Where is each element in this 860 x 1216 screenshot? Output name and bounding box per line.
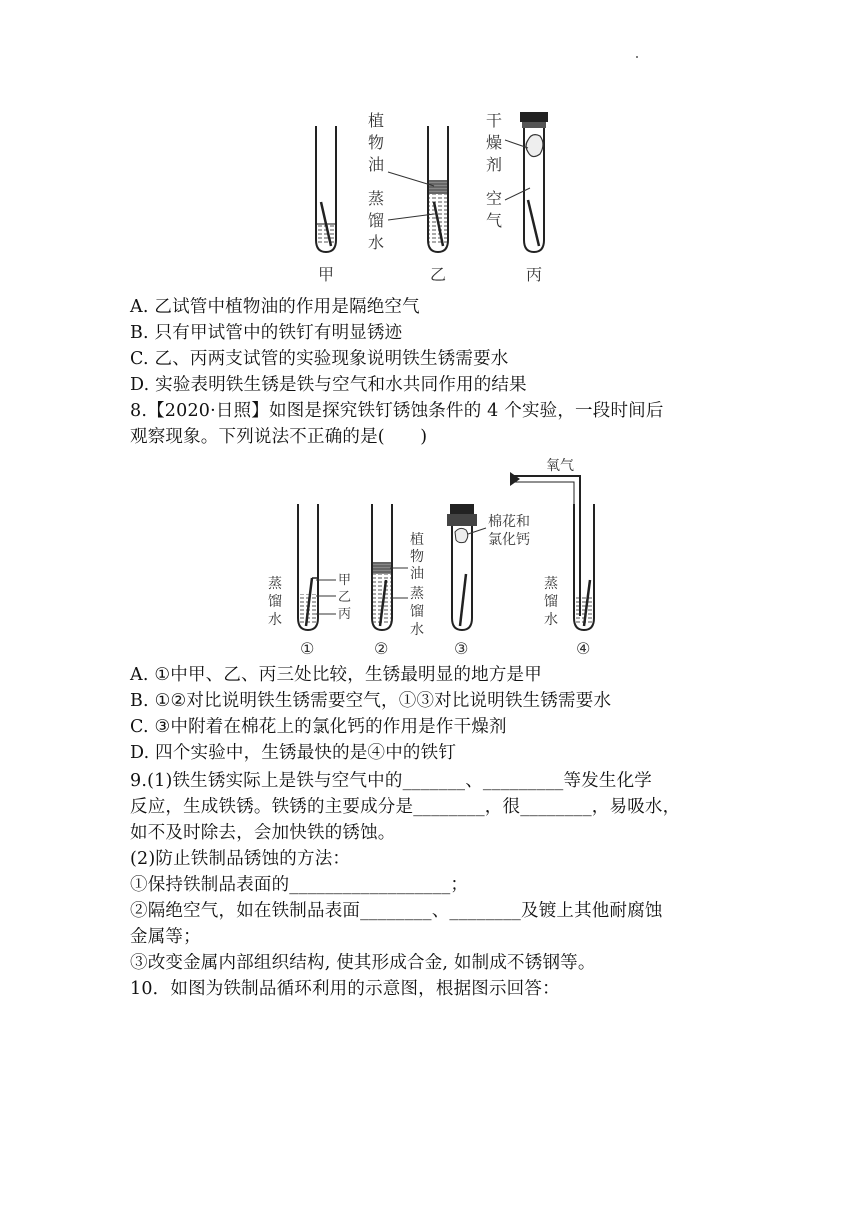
q8-option-b: B. ①②对比说明铁生锈需要空气，①③对比说明铁生锈需要水 xyxy=(130,691,612,711)
q9-line7: 金属等； xyxy=(130,927,201,947)
figure-test-tubes-2 xyxy=(0,448,860,668)
label-desiccant xyxy=(486,111,502,174)
label-water-1 xyxy=(268,575,282,628)
label-oil-2 xyxy=(410,531,424,582)
svg-text:水: 水 xyxy=(268,612,282,628)
tube-yi xyxy=(428,126,448,252)
experiment-1 xyxy=(298,504,318,630)
q9-line1: 9.(1)铁生锈实际上是铁与空气中的_______、_________等发生化学 xyxy=(130,771,652,791)
label-n1: ① xyxy=(300,639,315,658)
q7-option-d: D. 实验表明铁生锈是铁与空气和水共同作用的结果 xyxy=(130,375,527,395)
label-tube-yi: 乙 xyxy=(430,265,447,284)
label-water-2 xyxy=(410,585,424,638)
q9-line3: 如不及时除去，会加快铁的锈蚀。 xyxy=(130,823,396,843)
q9-line6: ②隔绝空气，如在铁制品表面________、________及镀上其他耐腐蚀 xyxy=(130,901,663,921)
svg-text:水: 水 xyxy=(368,233,385,252)
svg-text:馏: 馏 xyxy=(368,211,385,230)
experiment-3 xyxy=(447,504,477,630)
tube-jia xyxy=(316,126,336,252)
label-n2: ② xyxy=(374,639,389,658)
label-tube-bing: 丙 xyxy=(526,265,543,284)
svg-text:油: 油 xyxy=(410,566,424,582)
svg-text:物: 物 xyxy=(410,549,424,565)
svg-text:馏: 馏 xyxy=(544,594,558,610)
iron-nail xyxy=(460,574,466,626)
svg-text:空: 空 xyxy=(486,189,503,208)
label-water xyxy=(368,189,384,252)
q7-option-b: B. 只有甲试管中的铁钉有明显锈迹 xyxy=(130,323,403,343)
label-cotton: 棉花和 xyxy=(488,514,530,530)
label-n3: ③ xyxy=(454,639,469,658)
svg-text:干: 干 xyxy=(486,111,503,130)
q8-stem-line2: 观察现象。下列说法不正确的是( ) xyxy=(130,427,428,447)
q9-line4: (2)防止铁制品锈蚀的方法： xyxy=(130,849,351,869)
svg-text:乙: 乙 xyxy=(338,590,352,605)
svg-text:蒸: 蒸 xyxy=(268,576,282,592)
svg-text:蒸: 蒸 xyxy=(368,189,385,208)
svg-text:剂: 剂 xyxy=(486,155,503,174)
svg-text:水: 水 xyxy=(410,622,424,638)
label-oxygen: 氧气 xyxy=(546,458,574,474)
svg-text:氯化钙: 氯化钙 xyxy=(488,532,530,548)
label-oil xyxy=(368,111,384,174)
label-water-4 xyxy=(544,575,558,628)
svg-text:馏: 馏 xyxy=(410,604,424,620)
q9-line8: ③改变金属内部组织结构, 使其形成合金, 如制成不锈钢等。 xyxy=(130,953,596,973)
svg-text:馏: 馏 xyxy=(268,594,282,610)
q7-option-c: C. 乙、丙两支试管的实验现象说明铁生锈需要水 xyxy=(130,349,509,369)
figure-test-tubes-1 xyxy=(0,0,860,290)
svg-text:物: 物 xyxy=(368,133,385,152)
svg-text:水: 水 xyxy=(544,612,558,628)
q8-option-c: C. ③中附着在棉花上的氯化钙的作用是作干燥剂 xyxy=(130,717,507,737)
svg-text:油: 油 xyxy=(368,155,385,174)
label-air xyxy=(486,189,502,230)
experiment-2 xyxy=(372,504,392,630)
q8-stem-line1: 8.【2020·日照】如图是探究铁钉锈蚀条件的 4 个实验，一段时间后 xyxy=(130,401,664,421)
q8-option-d: D. 四个实验中，生锈最快的是④中的铁钉 xyxy=(130,743,457,763)
label-tube-jia: 甲 xyxy=(318,265,335,284)
q7-option-a: A. 乙试管中植物油的作用是隔绝空气 xyxy=(130,297,420,317)
q9-line5: ①保持铁制品表面的__________________； xyxy=(130,875,469,895)
q10-line1: 10．如图为铁制品循环利用的示意图，根据图示回答： xyxy=(130,979,560,999)
iron-nail xyxy=(528,200,539,246)
svg-text:甲: 甲 xyxy=(338,573,352,588)
q8-option-a: A. ①中甲、乙、丙三处比较，生锈最明显的地方是甲 xyxy=(130,665,542,685)
svg-text:气: 气 xyxy=(486,211,503,230)
svg-text:植: 植 xyxy=(410,532,424,548)
q9-line2: 反应，生成铁锈。铁锈的主要成分是________，很________，易吸水， xyxy=(130,797,681,817)
svg-text:蒸: 蒸 xyxy=(410,586,424,602)
tube-bing xyxy=(520,112,548,252)
label-n4: ④ xyxy=(576,639,591,658)
svg-text:丙: 丙 xyxy=(338,607,352,622)
svg-text:植: 植 xyxy=(368,111,385,130)
svg-text:蒸: 蒸 xyxy=(544,576,558,592)
svg-text:燥: 燥 xyxy=(486,133,503,152)
